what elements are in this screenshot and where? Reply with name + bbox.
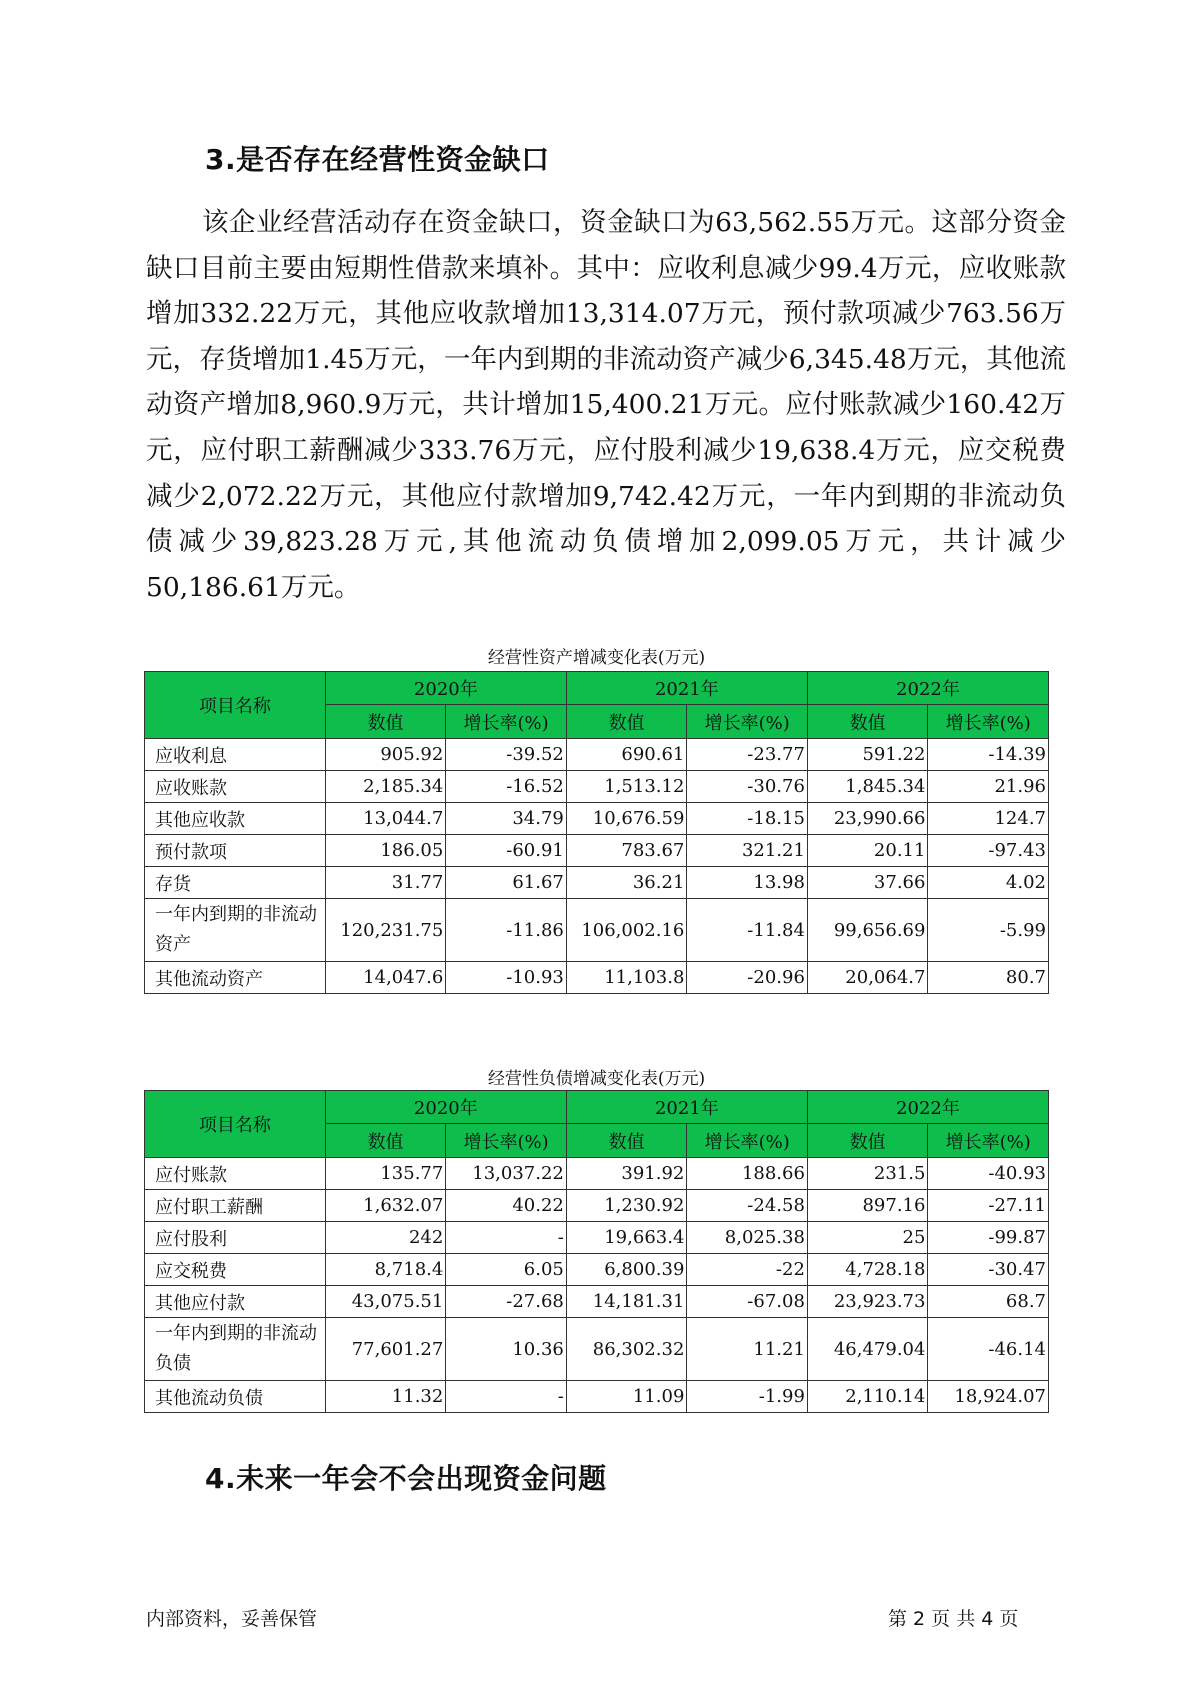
cell-growth-rate: -1.99 bbox=[687, 1381, 808, 1413]
row-item-name: 应付职工薪酬 bbox=[145, 1190, 326, 1222]
cell-value: 86,302.32 bbox=[566, 1318, 687, 1381]
cell-value: 43,075.51 bbox=[325, 1286, 446, 1318]
row-item-name: 其他应付款 bbox=[145, 1286, 326, 1318]
table-row bbox=[145, 835, 1049, 867]
row-item-name: 其他流动资产 bbox=[145, 962, 326, 994]
cell-growth-rate: -40.93 bbox=[928, 1158, 1049, 1190]
header-year: 2021年 bbox=[566, 672, 807, 705]
cell-growth-rate: -60.91 bbox=[446, 835, 567, 867]
cell-value: 1,845.34 bbox=[807, 771, 928, 803]
cell-growth-rate: -11.84 bbox=[687, 899, 808, 962]
cell-value: 13,044.7 bbox=[325, 803, 446, 835]
cell-value: 897.16 bbox=[807, 1190, 928, 1222]
cell-growth-rate: 8,025.38 bbox=[687, 1222, 808, 1254]
cell-value: 14,181.31 bbox=[566, 1286, 687, 1318]
table-row bbox=[145, 739, 1049, 771]
header-item-name: 项目名称 bbox=[145, 672, 326, 739]
cell-value: 14,047.6 bbox=[325, 962, 446, 994]
cell-growth-rate: -11.86 bbox=[446, 899, 567, 962]
cell-growth-rate: 11.21 bbox=[687, 1318, 808, 1381]
section-title-4: 4.未来一年会不会出现资金问题 bbox=[205, 1462, 607, 1495]
cell-value: 19,663.4 bbox=[566, 1222, 687, 1254]
header-value: 数值 bbox=[566, 1124, 687, 1158]
cell-value: 2,185.34 bbox=[325, 771, 446, 803]
liabilities-table bbox=[144, 1090, 1049, 1413]
cell-value: 905.92 bbox=[325, 739, 446, 771]
header-rate: 增长率(%) bbox=[928, 1124, 1049, 1158]
table-row bbox=[145, 962, 1049, 994]
cell-value: 2,110.14 bbox=[807, 1381, 928, 1413]
cell-growth-rate: -27.11 bbox=[928, 1190, 1049, 1222]
table-row bbox=[145, 899, 1049, 962]
cell-growth-rate: 61.67 bbox=[446, 867, 567, 899]
table-row bbox=[145, 771, 1049, 803]
header-rate: 增长率(%) bbox=[446, 1124, 567, 1158]
cell-growth-rate: -14.39 bbox=[928, 739, 1049, 771]
cell-value: 106,002.16 bbox=[566, 899, 687, 962]
cell-growth-rate: -22 bbox=[687, 1254, 808, 1286]
cell-value: 391.92 bbox=[566, 1158, 687, 1190]
header-rate: 增长率(%) bbox=[446, 705, 567, 739]
header-year: 2022年 bbox=[807, 1091, 1048, 1124]
cell-value: 690.61 bbox=[566, 739, 687, 771]
cell-value: 11.09 bbox=[566, 1381, 687, 1413]
cell-growth-rate: 13.98 bbox=[687, 867, 808, 899]
cell-value: 11,103.8 bbox=[566, 962, 687, 994]
cell-value: 1,513.12 bbox=[566, 771, 687, 803]
cell-growth-rate: -39.52 bbox=[446, 739, 567, 771]
header-value: 数值 bbox=[325, 1124, 446, 1158]
table-row bbox=[145, 1286, 1049, 1318]
footer-confidential-note: 内部资料，妥善保管 bbox=[146, 1608, 318, 1630]
cell-growth-rate: -46.14 bbox=[928, 1318, 1049, 1381]
cell-value: 36.21 bbox=[566, 867, 687, 899]
assets-table bbox=[144, 671, 1049, 994]
table-row bbox=[145, 1381, 1049, 1413]
row-item-name: 应付账款 bbox=[145, 1158, 326, 1190]
cell-value: 46,479.04 bbox=[807, 1318, 928, 1381]
header-value: 数值 bbox=[807, 1124, 928, 1158]
cell-value: 25 bbox=[807, 1222, 928, 1254]
cell-growth-rate: -23.77 bbox=[687, 739, 808, 771]
cell-value: 20,064.7 bbox=[807, 962, 928, 994]
header-value: 数值 bbox=[325, 705, 446, 739]
cell-value: 231.5 bbox=[807, 1158, 928, 1190]
cell-growth-rate: 124.7 bbox=[928, 803, 1049, 835]
cell-value: 186.05 bbox=[325, 835, 446, 867]
header-year: 2020年 bbox=[325, 672, 566, 705]
cell-value: 99,656.69 bbox=[807, 899, 928, 962]
header-year: 2020年 bbox=[325, 1091, 566, 1124]
row-item-name: 其他流动负债 bbox=[145, 1381, 326, 1413]
table-caption-liabilities: 经营性负债增减变化表(万元) bbox=[487, 1069, 706, 1089]
header-value: 数值 bbox=[807, 705, 928, 739]
cell-growth-rate: - bbox=[446, 1381, 567, 1413]
cell-value: 23,923.73 bbox=[807, 1286, 928, 1318]
table-caption-assets: 经营性资产增减变化表(万元) bbox=[487, 648, 706, 668]
header-item-name: 项目名称 bbox=[145, 1091, 326, 1158]
cell-growth-rate: -5.99 bbox=[928, 899, 1049, 962]
cell-growth-rate: -16.52 bbox=[446, 771, 567, 803]
cell-growth-rate: 34.79 bbox=[446, 803, 567, 835]
cell-growth-rate: 80.7 bbox=[928, 962, 1049, 994]
cell-growth-rate: - bbox=[446, 1222, 567, 1254]
cell-value: 10,676.59 bbox=[566, 803, 687, 835]
cell-value: 8,718.4 bbox=[325, 1254, 446, 1286]
cell-value: 135.77 bbox=[325, 1158, 446, 1190]
table-row bbox=[145, 867, 1049, 899]
cell-growth-rate: 68.7 bbox=[928, 1286, 1049, 1318]
row-item-name: 一年内到期的非流动资产 bbox=[145, 899, 326, 962]
header-year: 2022年 bbox=[807, 672, 1048, 705]
cell-value: 1,230.92 bbox=[566, 1190, 687, 1222]
cell-growth-rate: -67.08 bbox=[687, 1286, 808, 1318]
row-item-name: 一年内到期的非流动负债 bbox=[145, 1318, 326, 1381]
cell-value: 591.22 bbox=[807, 739, 928, 771]
header-year: 2021年 bbox=[566, 1091, 807, 1124]
header-value: 数值 bbox=[566, 705, 687, 739]
cell-value: 31.77 bbox=[325, 867, 446, 899]
cell-growth-rate: -99.87 bbox=[928, 1222, 1049, 1254]
header-rate: 增长率(%) bbox=[687, 705, 808, 739]
cell-value: 4,728.18 bbox=[807, 1254, 928, 1286]
table-row bbox=[145, 803, 1049, 835]
row-item-name: 存货 bbox=[145, 867, 326, 899]
cell-value: 6,800.39 bbox=[566, 1254, 687, 1286]
cell-growth-rate: 40.22 bbox=[446, 1190, 567, 1222]
footer-page-number: 第 2 页 共 4 页 bbox=[888, 1608, 1019, 1630]
cell-growth-rate: -24.58 bbox=[687, 1190, 808, 1222]
row-item-name: 应收利息 bbox=[145, 739, 326, 771]
table-row bbox=[145, 1158, 1049, 1190]
row-item-name: 应交税费 bbox=[145, 1254, 326, 1286]
cell-growth-rate: 6.05 bbox=[446, 1254, 567, 1286]
header-rate: 增长率(%) bbox=[928, 705, 1049, 739]
row-item-name: 应付股利 bbox=[145, 1222, 326, 1254]
cell-value: 37.66 bbox=[807, 867, 928, 899]
cell-growth-rate: 188.66 bbox=[687, 1158, 808, 1190]
cell-growth-rate: 21.96 bbox=[928, 771, 1049, 803]
cell-growth-rate: 4.02 bbox=[928, 867, 1049, 899]
cell-growth-rate: -20.96 bbox=[687, 962, 808, 994]
body-paragraph: 该企业经营活动存在资金缺口，资金缺口为63,562.55万元。这部分资金缺口目前主要由短期性借款来填补。其中：应收利息减少99.4万元，应收账款增加332.22万元，其他应收款增加13,314.07万元，预付款项减少763.56万元，存货增加1.45万元，一年内到期的非流动资产减少6,345.48万元，其他流动资产增加8,960.9万元，共计增加15,400.21万元。应付账款减少160.42万元，应付职工薪酬减少333.76万元，应付股利减少19,638.4万元，应交税费减少2,072.22万元，其他应付款增加9,742.42万元，一年内到期的非流动负债减少39,823.28万元,其他流动负债增加2,099.05万元，共计减少50,186.61万元。 bbox=[146, 207, 1066, 603]
cell-growth-rate: 18,924.07 bbox=[928, 1381, 1049, 1413]
section-title-3: 3.是否存在经营性资金缺口 bbox=[205, 143, 550, 176]
table-row bbox=[145, 1254, 1049, 1286]
cell-growth-rate: -10.93 bbox=[446, 962, 567, 994]
cell-growth-rate: 321.21 bbox=[687, 835, 808, 867]
cell-value: 242 bbox=[325, 1222, 446, 1254]
row-item-name: 其他应收款 bbox=[145, 803, 326, 835]
cell-value: 23,990.66 bbox=[807, 803, 928, 835]
cell-value: 1,632.07 bbox=[325, 1190, 446, 1222]
cell-growth-rate: -30.76 bbox=[687, 771, 808, 803]
row-item-name: 预付款项 bbox=[145, 835, 326, 867]
cell-growth-rate: -30.47 bbox=[928, 1254, 1049, 1286]
header-rate: 增长率(%) bbox=[687, 1124, 808, 1158]
cell-growth-rate: -18.15 bbox=[687, 803, 808, 835]
table-row bbox=[145, 1222, 1049, 1254]
cell-value: 120,231.75 bbox=[325, 899, 446, 962]
cell-value: 11.32 bbox=[325, 1381, 446, 1413]
cell-growth-rate: -27.68 bbox=[446, 1286, 567, 1318]
cell-value: 77,601.27 bbox=[325, 1318, 446, 1381]
cell-growth-rate: 13,037.22 bbox=[446, 1158, 567, 1190]
cell-growth-rate: 10.36 bbox=[446, 1318, 567, 1381]
table-row bbox=[145, 1190, 1049, 1222]
cell-value: 783.67 bbox=[566, 835, 687, 867]
row-item-name: 应收账款 bbox=[145, 771, 326, 803]
cell-growth-rate: -97.43 bbox=[928, 835, 1049, 867]
cell-value: 20.11 bbox=[807, 835, 928, 867]
table-row bbox=[145, 1318, 1049, 1381]
